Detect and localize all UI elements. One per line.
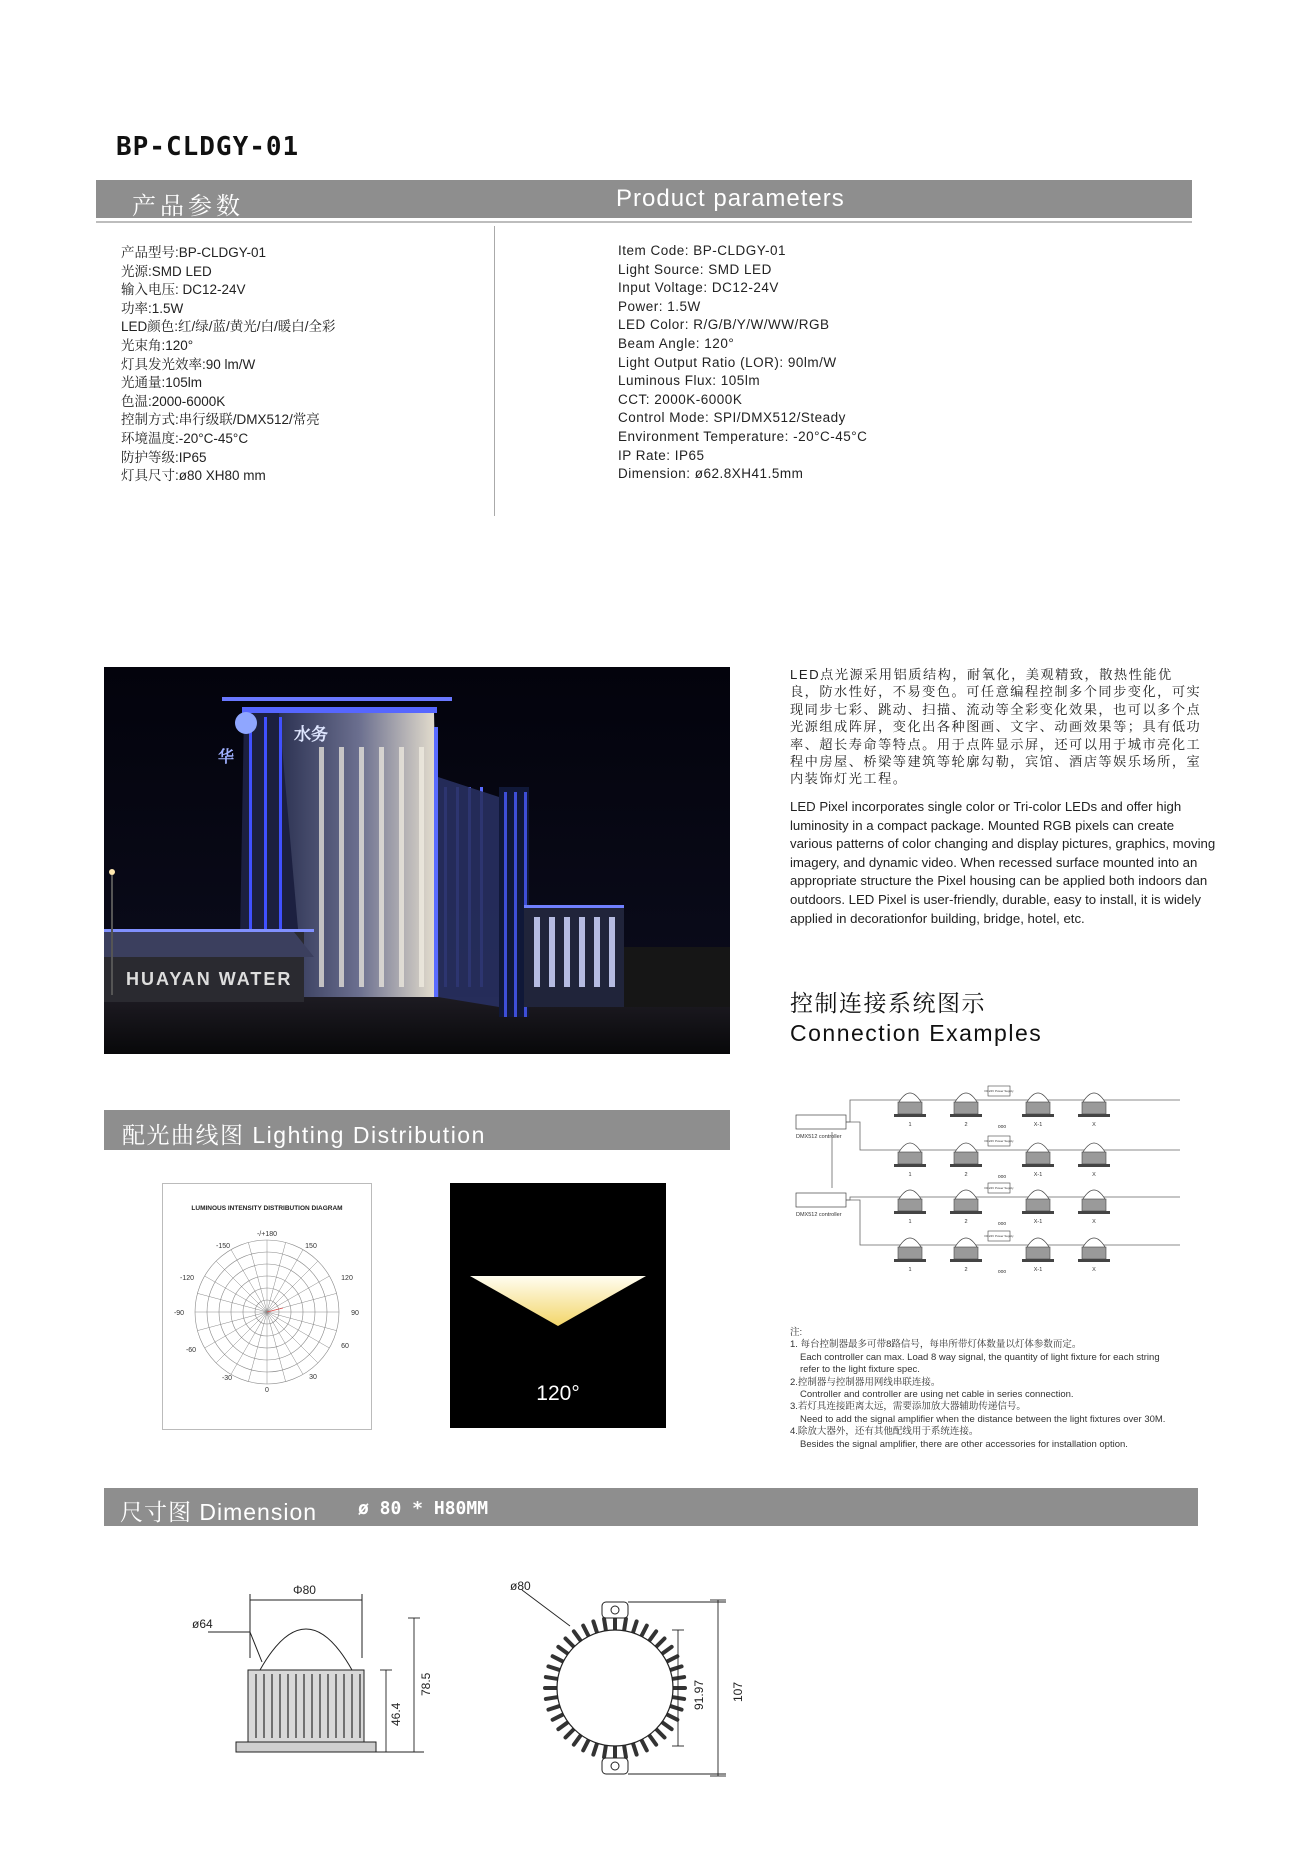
led-fixture [950,1190,982,1225]
params-underline [96,221,1192,223]
polar-label: -30 [221,1375,233,1382]
model-code: BP-CLDGY-01 [116,132,300,162]
spec-item: Item Code: BP-CLDGY-01 [618,243,787,258]
polar-label: 90 [351,1310,359,1317]
heatsink-fin [633,1743,637,1754]
photo-sign-left: 华 [218,749,235,766]
heatsink-fin [656,1729,664,1737]
heatsink-fin [593,1621,597,1632]
spec-item: Light Source: SMD LED [618,261,772,277]
photo-sign-right: 水务 [294,725,328,744]
power-supply-label: DC24V Power Supply [984,1139,1014,1143]
polar-label: 60 [341,1343,349,1350]
heatsink-fin [558,1722,568,1729]
heatsink-fin [574,1631,581,1641]
polar-diagram [162,1183,372,1430]
polar-label: 150 [305,1243,317,1250]
spec-item: Light Output Ratio (LOR): 90lm/W [618,354,837,370]
fixture-number: X-1 [1033,1172,1043,1178]
fixture-number: 2 [964,1122,968,1128]
description-cn: LED点光源采用铝质结构，耐氧化，美观精致，散热性能优良，防水性好，不易变色。可任意编程控制多个同步变化，可实现同步七彩、跳动、扫描、流动等全彩变化效果，也可以多个点光源组成阵屏，变化出各种图画、文字、动画效果等；具有低功率、超长寿命等特点。用于点阵显示屏，还可以用于城市亮化工程中房屋、桥梁等建筑等轮廓勾勒，宾馆、酒店等娱乐场所，室内装饰灯光工程。 [790,667,1202,787]
polar-label: 30 [309,1374,317,1381]
polar-label: -/+180 [256,1231,278,1238]
polar-label: -150 [215,1243,231,1250]
spec-item: 光源:SMD LED [121,263,212,279]
description-en: LED Pixel incorporates single color or Tri-color LEDs and offer high luminosity in a compact package. Mounted RGB pixels can create various patterns of color changing and display pictures, graphics, moving imagery, and dynamic video. When recessed surface mounted into an appropriate structure the Pixel housing can be applied both indoors dan outdoors. LED Pixel is user-friendly, durable, easy to install, it is widely applied in decorationfor building, bridge, hotel, etc. [790,799,1216,926]
dimension-side-view [190,1578,450,1778]
spec-item: Dimension: ø62.8XH41.5mm [618,466,804,482]
params-divider [494,226,495,516]
heatsink-fin [662,1722,672,1729]
led-fixture [1022,1190,1054,1225]
spec-item: LED Color: R/G/B/Y/W/WW/RGB [618,317,830,333]
heatsink-fin [624,1745,626,1757]
dimension-band-title: 尺寸图 Dimension [120,1499,318,1525]
led-fixture [1078,1143,1110,1178]
heatsink-fin [566,1639,574,1647]
led-fixture [1078,1190,1110,1225]
spec-item: IP Rate: IP65 [618,447,705,463]
fixture-number: X [1092,1172,1096,1178]
heatsink-fin [670,1666,681,1670]
heatsink-fin [662,1647,672,1654]
building-night-photo [104,667,730,1054]
spec-item: Input Voltage: DC12-24V [618,280,779,296]
heatsink-fin [649,1631,656,1641]
spec-item: Power: 1.5W [618,298,701,314]
beam-angle-graphic [450,1183,666,1428]
installation-notes [790,1327,1210,1451]
note-line: Besides the signal amplifier, there are other accessories for installation option. [800,1438,1128,1450]
fixture-number: 1 [908,1122,912,1128]
note-line: Need to add the signal amplifier when the distance between the light fixtures over 30M. [800,1413,1166,1425]
led-fixture [1078,1238,1110,1273]
connection-title [790,988,1042,1048]
led-fixture [894,1238,926,1273]
params-band [96,180,1192,218]
spec-item: 灯具发光效率:90 lm/W [121,356,256,372]
heatsink-fin [633,1621,637,1632]
heatsink-fin [624,1619,626,1631]
dimension-band [104,1488,1198,1526]
fixture-ellipsis: ooo [997,1269,1007,1275]
dimension-top-view [510,1580,780,1790]
dim-body-height: 46.4 [389,1702,403,1726]
led-fixture [894,1143,926,1178]
fixture-ellipsis: ooo [997,1174,1007,1180]
spec-item: 控制方式:串行级联/DMX512/常亮 [121,412,320,428]
fixture-ellipsis: ooo [997,1124,1007,1130]
controller-label: DMX512 controller [796,1134,842,1140]
led-fixture [950,1238,982,1273]
spec-item: Luminous Flux: 105lm [618,373,761,389]
dimension-band-size: ø 80 * H80MM [358,1498,489,1519]
spec-item: 灯具尺寸:ø80 XH80 mm [121,468,266,484]
heatsink-fin [546,1677,558,1679]
lighting-band [104,1110,730,1150]
heatsink-fin [649,1735,656,1745]
spec-item: 环境温度:-20°C-45°C [121,430,249,446]
heatsink-fin [641,1740,646,1751]
spec-item: 产品型号:BP-CLDGY-01 [121,245,267,260]
fixture-number: X-1 [1033,1122,1043,1128]
led-fixture [894,1093,926,1128]
fixture-number: 1 [908,1172,912,1178]
heatsink-fin [593,1743,597,1754]
heatsink-fin [553,1714,564,1719]
fixture-number: X [1092,1267,1096,1273]
fixture-number: 1 [908,1219,912,1225]
note-line: 注: [790,1327,803,1338]
dim-top-label: Φ80 [293,1583,316,1597]
led-fixture [1022,1093,1054,1128]
spec-item: LED颜色:红/绿/蓝/黄光/白/暖白/全彩 [121,319,336,335]
heatsink-fin [546,1697,558,1699]
led-fixture [950,1143,982,1178]
fixture-number: 2 [964,1267,968,1273]
spec-item: 色温:2000-6000K [121,393,226,409]
led-fixture [1022,1143,1054,1178]
fixture-number: X [1092,1219,1096,1225]
polar-label: 120 [341,1275,353,1282]
spec-list-en [618,242,867,484]
note-line: Controller and controller are using net cable in series connection. [800,1389,1074,1401]
polar-label: 0 [265,1387,269,1394]
dim-total-height: 78.5 [419,1672,433,1696]
heatsink-fin [641,1626,646,1637]
note-line: refer to the light fixture spec. [800,1364,920,1376]
heatsink-fin [548,1706,559,1710]
power-supply-label: DC24V Power Supply [984,1234,1014,1238]
connection-title-cn: 控制连接系统图示 [790,990,986,1016]
led-fixture [950,1093,982,1128]
spec-item: 输入电压: DC12-24V [121,282,246,298]
heatsink-fin [583,1626,588,1637]
spec-item: Beam Angle: 120° [618,335,735,351]
note-line: Each controller can max. Load 8 way signal, the quantity of light fixture for each string [800,1351,1160,1363]
spec-item: Control Mode: SPI/DMX512/Steady [618,410,846,426]
heatsink-fin [667,1656,678,1661]
beam-angle-label: 120° [536,1382,580,1405]
polar-title: LUMINOUS INTENSITY DISTRIBUTION DIAGRAM [191,1205,343,1212]
power-supply-label: DC24V Power Supply [984,1089,1014,1093]
heatsink-fin [566,1729,574,1737]
power-supply-label: DC24V Power Supply [984,1186,1014,1190]
controller-label: DMX512 controller [796,1212,842,1218]
polar-label: -60 [185,1347,197,1354]
polar-label: -120 [179,1275,195,1282]
heatsink-fin [558,1647,568,1654]
spec-item: 防护等级:IP65 [121,449,207,465]
spec-item: Environment Temperature: -20°C-45°C [618,428,868,444]
connection-diagram [790,1080,1200,1300]
spec-item: 光束角:120° [121,337,194,353]
polar-label: -90 [173,1310,185,1317]
fixture-number: X [1092,1122,1096,1128]
fixture-number: 2 [964,1172,968,1178]
led-fixture [1022,1238,1054,1273]
heatsink-fin [548,1666,559,1670]
led-fixture [894,1190,926,1225]
dim-dome-label: ø64 [192,1617,213,1631]
photo-podium-sign: HUAYAN WATER [126,969,293,989]
fixture-number: X-1 [1033,1267,1043,1273]
connection-title-en: Connection Examples [790,1020,1043,1046]
heatsink-fin [670,1706,681,1710]
heatsink-fin [604,1619,606,1631]
spec-list-cn [121,244,336,486]
params-band-en: Product parameters [616,185,845,212]
heatsink-fin [667,1714,678,1719]
fixture-number: X-1 [1033,1219,1043,1225]
fixture-ellipsis: ooo [997,1221,1007,1227]
dim-outer-size: 107 [731,1681,745,1702]
note-line: 1. 每台控制器最多可带8路信号，每串所带灯体数量以灯体参数而定。 [790,1339,1082,1351]
spec-item: CCT: 2000K-6000K [618,391,743,407]
fixture-number: 1 [908,1267,912,1273]
lighting-band-title: 配光曲线图 Lighting Distribution [122,1122,486,1148]
dim-top-diameter: ø80 [510,1580,531,1593]
heatsink-fin [583,1740,588,1751]
heatsink-fin [553,1656,564,1661]
spec-item: 光通量:105lm [121,375,203,391]
spec-item: 功率:1.5W [121,300,184,316]
note-line: 2.控制器与控制器用网线串联连接。 [790,1376,941,1388]
heatsink-fin [604,1745,606,1757]
note-line: 4.除放大器外，还有其他配线用于系统连接。 [790,1426,979,1438]
heatsink-fin [656,1639,664,1647]
heatsink-fin [574,1735,581,1745]
params-band-cn: 产品参数 [132,193,244,220]
led-fixture [1078,1093,1110,1128]
note-line: 3.若灯具连接距离太远，需要添加放大器辅助传递信号。 [790,1401,1026,1413]
dim-inner-size: 91.97 [692,1679,706,1710]
fixture-number: 2 [964,1219,968,1225]
